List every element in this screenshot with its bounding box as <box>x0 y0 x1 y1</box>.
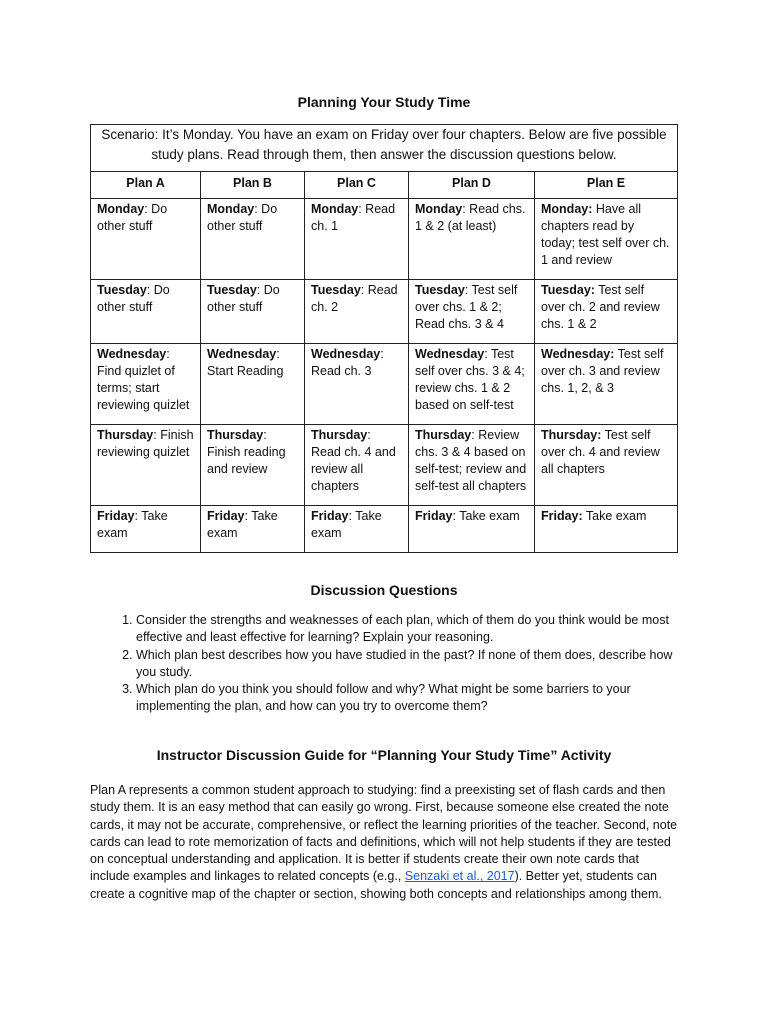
table-cell: Friday: Take exam <box>305 506 409 553</box>
plan-e-header: Plan E <box>535 172 678 199</box>
table-row-thursday <box>91 425 678 506</box>
table-cell: Thursday: Read ch. 4 and review all chapters <box>305 425 409 506</box>
table-cell: Tuesday: Read ch. 2 <box>305 280 409 344</box>
list-item: 2. Which plan best describes how you have studied in the past? If none of them does, describe how you study. <box>136 647 680 682</box>
plan-b-header: Plan B <box>201 172 305 199</box>
table-cell: Wednesday: Read ch. 3 <box>305 344 409 425</box>
list-item: 1. Consider the strengths and weaknesses of each plan, which of them do you think would be most effective and least effective for learning? Explain your reasoning. <box>136 612 680 647</box>
table-cell: Monday: Have all chapters read by today; test self over ch. 1 and review <box>535 199 678 280</box>
table-row-tuesday <box>91 280 678 344</box>
citation-link[interactable]: Senzaki et al., 2017 <box>404 869 515 884</box>
plan-header-row <box>91 172 678 199</box>
table-row-wednesday <box>91 344 678 425</box>
paragraph-text: ). Better yet, students can create a cognitive map of the chapter or section, showing both concepts and relationships among them. <box>90 869 662 901</box>
page-title: Planning Your Study Time <box>297 94 471 110</box>
table-cell: Wednesday: Start Reading <box>201 344 305 425</box>
table-cell: Monday: Read chs. 1 & 2 (at least) <box>409 199 535 280</box>
table-cell: Tuesday: Do other stuff <box>91 280 201 344</box>
table-cell: Tuesday: Do other stuff <box>201 280 305 344</box>
table-cell: Monday: Read ch. 1 <box>305 199 409 280</box>
table-cell: Tuesday: Test self over chs. 1 & 2; Read chs. 3 & 4 <box>409 280 535 344</box>
table-row-monday <box>91 199 678 280</box>
scenario-text: Scenario: It’s Monday. You have an exam on Friday over four chapters. Below are five possible study plans. Read through them, then answer the discussion questions below. <box>91 125 678 172</box>
table-row-friday <box>91 506 678 553</box>
table-cell: Tuesday: Test self over ch. 2 and review chs. 1 & 2 <box>535 280 678 344</box>
plan-c-header: Plan C <box>305 172 409 199</box>
plan-a-header: Plan A <box>91 172 201 199</box>
table-cell: Thursday: Finish reading and review <box>201 425 305 506</box>
guide-heading: Instructor Discussion Guide for “Planning Your Study Time” Activity <box>156 747 612 763</box>
table-cell: Wednesday: Test self over chs. 3 & 4; review chs. 1 & 2 based on self-test <box>409 344 535 425</box>
table-cell: Friday: Take exam <box>201 506 305 553</box>
table-cell: Thursday: Review chs. 3 & 4 based on self-test; review and self-test all chapters <box>409 425 535 506</box>
table-cell: Monday: Do other stuff <box>201 199 305 280</box>
table-cell: Thursday: Finish reviewing quizlet <box>91 425 201 506</box>
table-cell: Monday: Do other stuff <box>91 199 201 280</box>
table-cell: Wednesday: Find quizlet of terms; start reviewing quizlet <box>91 344 201 425</box>
plan-d-header: Plan D <box>409 172 535 199</box>
table-cell: Wednesday: Test self over ch. 3 and review chs. 1, 2, & 3 <box>535 344 678 425</box>
guide-paragraph <box>90 782 682 903</box>
table-cell: Friday: Take exam <box>409 506 535 553</box>
table-cell: Thursday: Test self over ch. 4 and review all chapters <box>535 425 678 506</box>
discussion-heading: Discussion Questions <box>310 582 458 598</box>
table-cell: Friday: Take exam <box>535 506 678 553</box>
table-cell: Friday: Take exam <box>91 506 201 553</box>
paragraph-text: Plan A represents a common student approach to studying: find a preexisting set of flash cards and then study them. It is an easy method that can easily go wrong. First, because someone else created the note cards, it may not be accurate, comprehensive, or reflect the learning priorities of the teacher. Second, note cards can lead to rote memorization of facts and definitions, which will not help students if they are tested on conceptual understanding and application. It is better if students create their own note cards that include examples and linkages to related concepts (e.g., <box>90 783 678 884</box>
study-plans-table <box>90 124 678 553</box>
list-item: 3. Which plan do you think you should follow and why? What might be some barriers to your implementing the plan, and how can you try to overcome them? <box>136 681 680 716</box>
discussion-questions-list <box>90 612 680 716</box>
